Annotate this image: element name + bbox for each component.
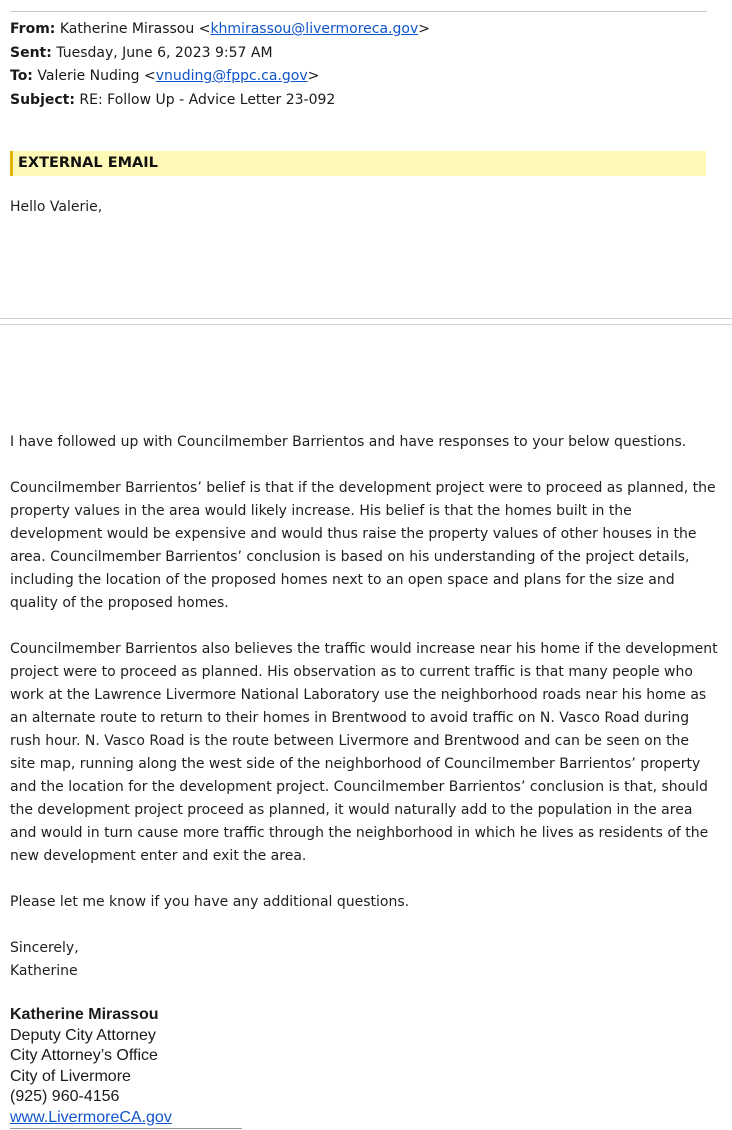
signature-rule: [10, 1128, 242, 1129]
signature-block: [10, 1005, 172, 1128]
from-name: Katherine Mirassou: [59, 21, 195, 37]
signature-website-link[interactable]: www.LivermoreCA.gov: [10, 1108, 172, 1126]
signature-phone: (925) 960-4156: [10, 1088, 120, 1105]
body-paragraph-2: Councilmember Barrientos’ belief is that if the development project were to proceed as planned, the property values in the area would likely increase. His belief is that the homes built in the development would be expensive and would thus raise the property values of other houses in the area. Councilmember Barrientos’ conclusion is based on his understanding of the project details, including the location of the proposed homes next to an open space and plans for the size and quality of the proposed homes.: [10, 480, 716, 611]
email-headers: [10, 18, 430, 112]
sent-line: [10, 42, 430, 66]
message-divider-top: [0, 318, 732, 319]
to-email-link[interactable]: vnuding@fppc.ca.gov: [155, 68, 308, 84]
to-name: Valerie Nuding: [37, 68, 140, 84]
message-divider-bottom: [0, 324, 732, 325]
signature-office: City Attorney’s Office: [10, 1047, 158, 1064]
body-paragraph-1: I have followed up with Councilmember Barrientos and have responses to your below questions.: [10, 434, 687, 450]
closing: Sincerely,: [10, 940, 79, 956]
from-label: From:: [10, 21, 56, 37]
from-email-link[interactable]: khmirassou@livermoreca.gov: [210, 21, 419, 37]
subject-line: [10, 89, 430, 113]
greeting: Hello Valerie,: [10, 199, 103, 215]
to-label: To:: [10, 68, 33, 84]
signature-name: Katherine Mirassou: [10, 1006, 159, 1023]
sent-label: Sent:: [10, 44, 52, 61]
body-paragraph-3: Councilmember Barrientos also believes the traffic would increase near his home if the development project were to proceed as planned. His observation as to current traffic is that many people who work at the Lawrence Livermore National Laboratory use the neighborhood roads near his home as an alternate route to return to their homes in Brentwood to avoid traffic on N. Vasco Road during rush hour. N. Vasco Road is the route between Livermore and Brentwood and can be seen on the site map, running along the west side of the neighborhood of Councilmember Barrientos’ property and the location for the development project. Councilmember Barrientos’ conclusion is that, should the development project proceed as planned, it would naturally add to the population in the area and would in turn cause more traffic through the neighborhood in which he lives as residents of the new development enter and exit the area.: [10, 641, 718, 864]
body-paragraph-4: Please let me know if you have any additional questions.: [10, 894, 410, 910]
signature-org: City of Livermore: [10, 1067, 131, 1085]
header-top-rule: [10, 11, 707, 12]
subject-value: RE: Follow Up - Advice Letter 23-092: [79, 91, 336, 108]
external-email-banner: EXTERNAL EMAIL: [10, 151, 706, 176]
from-line: From: Katherine Mirassou <khmirassou@livermoreca.gov>: [10, 21, 430, 37]
message-body: [10, 431, 718, 983]
to-line: To: Valerie Nuding <vnuding@fppc.ca.gov>: [10, 68, 320, 84]
sent-value: Tuesday, June 6, 2023 9:57 AM: [56, 44, 273, 61]
subject-label: Subject:: [10, 91, 75, 108]
closing-name: Katherine: [10, 963, 78, 979]
signature-title: Deputy City Attorney: [10, 1026, 156, 1044]
